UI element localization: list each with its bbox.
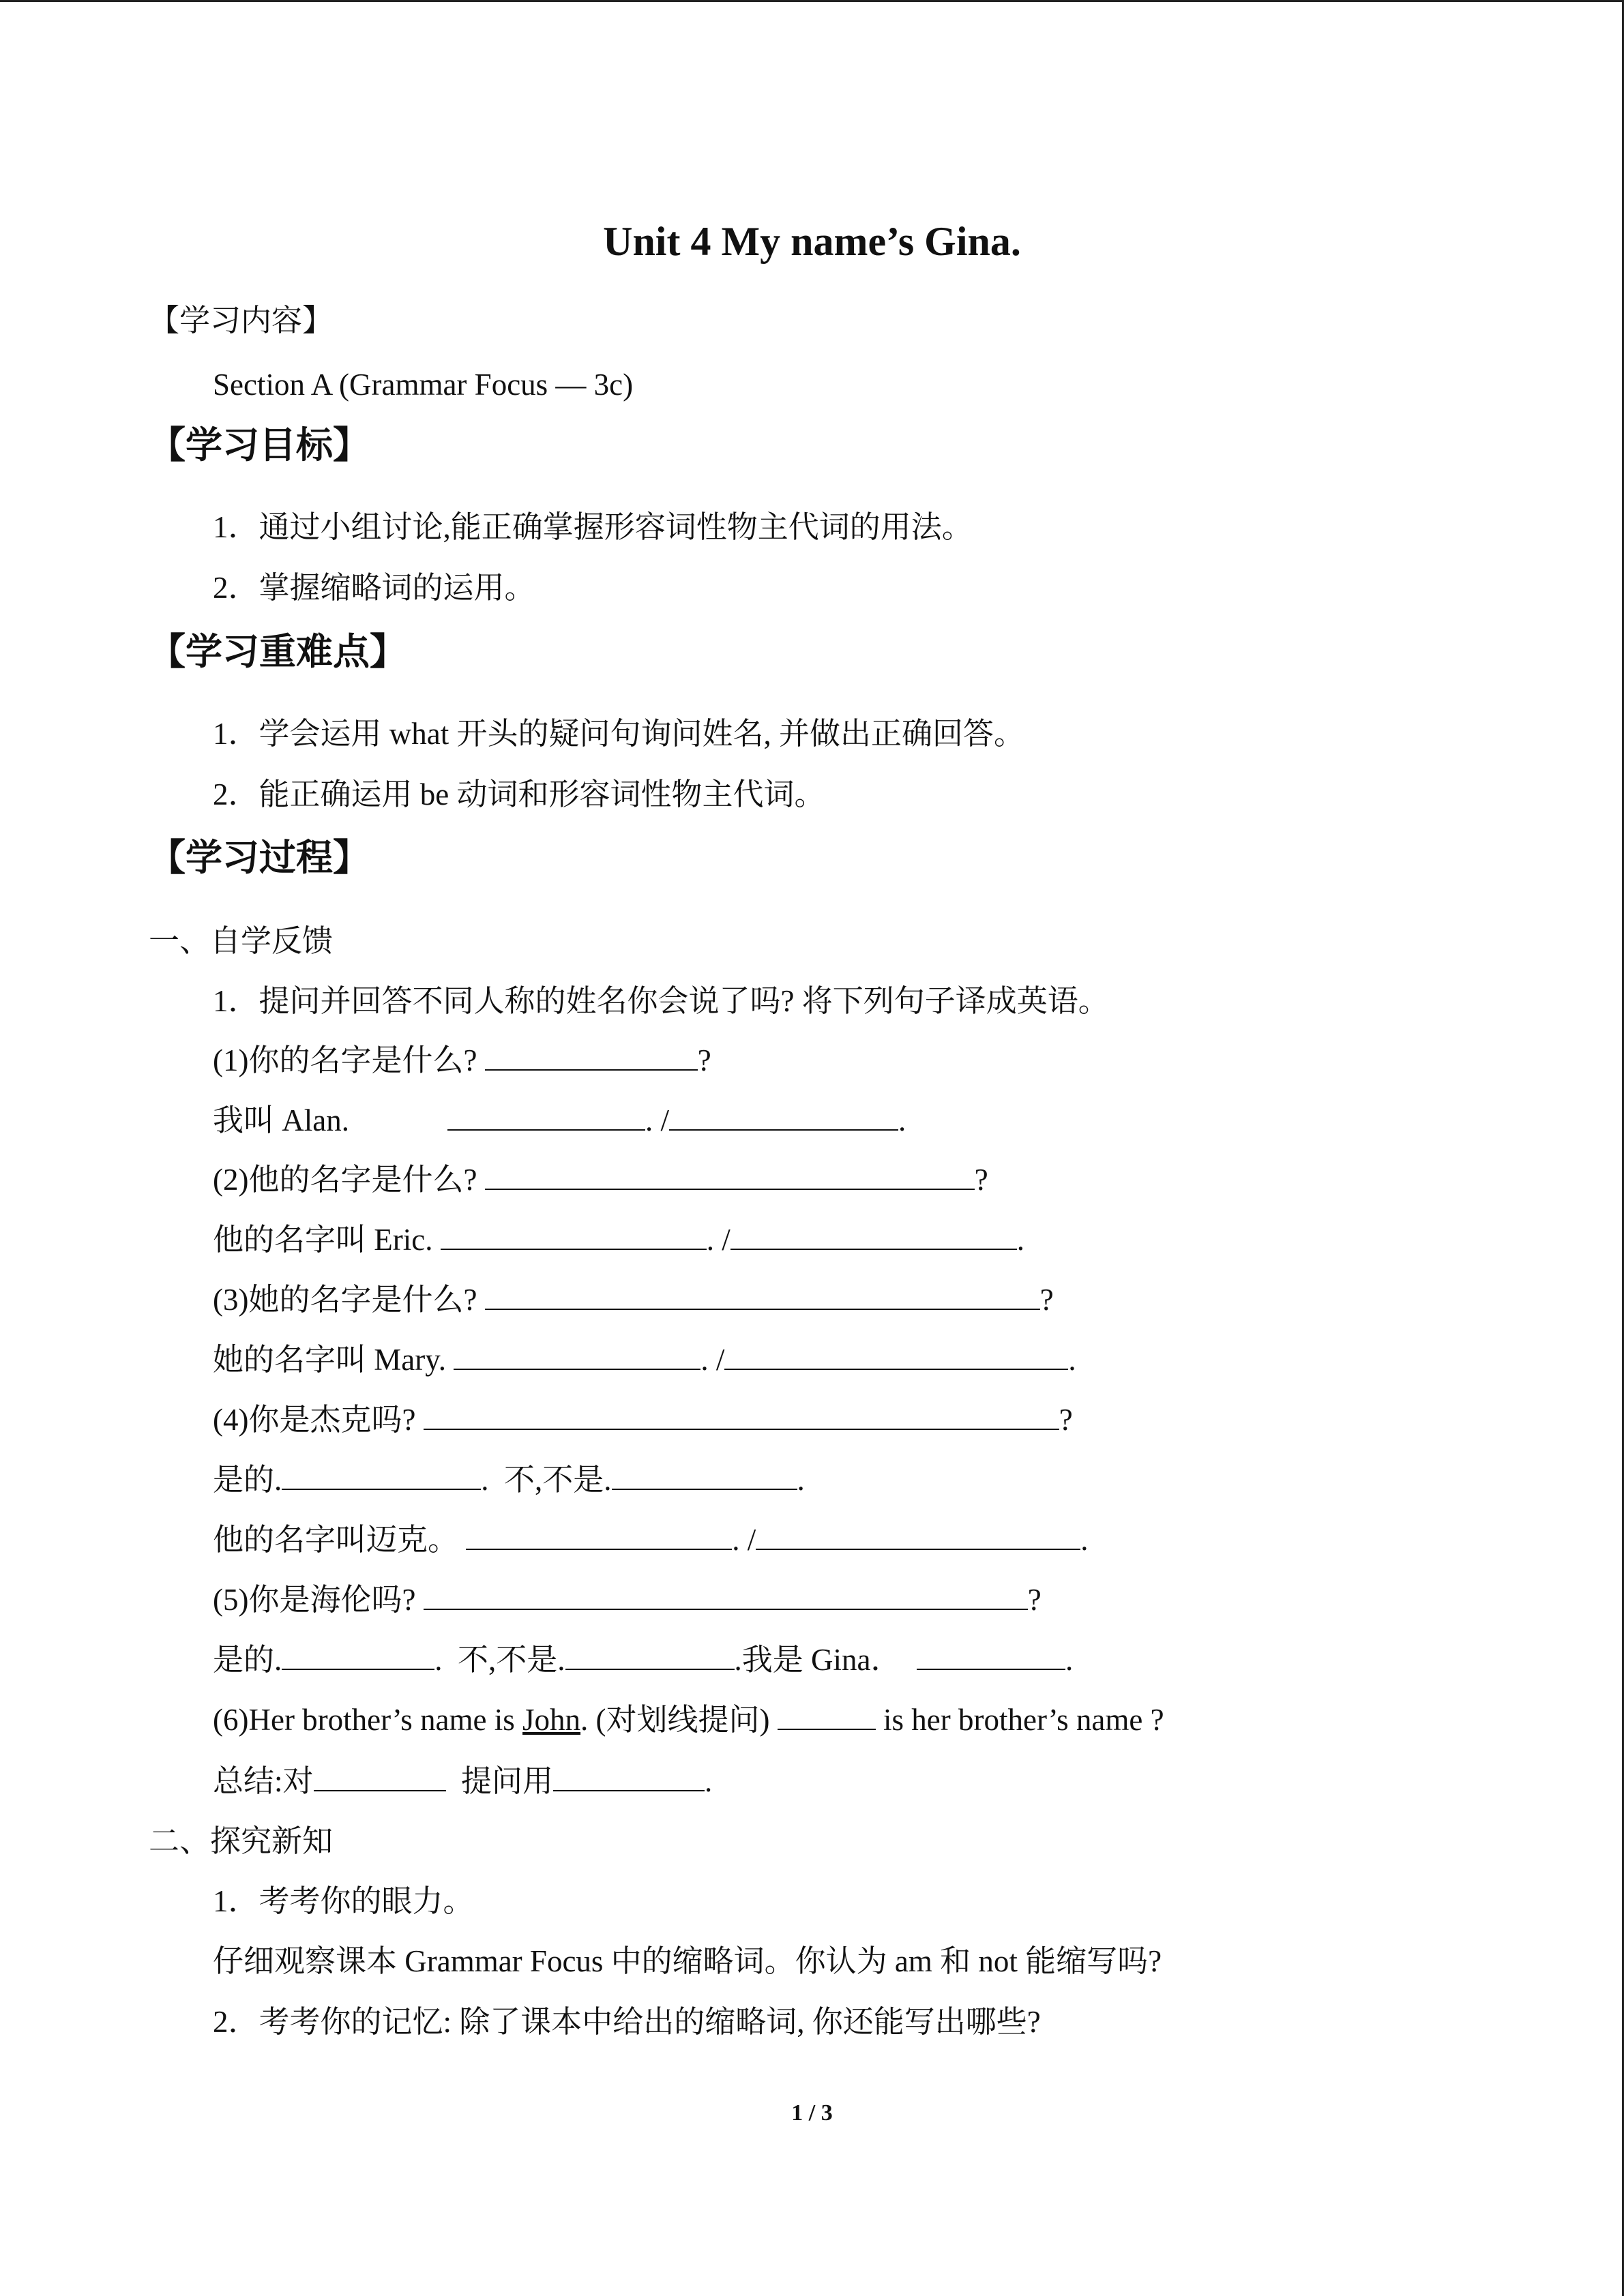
answer-blank[interactable] [424, 1401, 1059, 1430]
question-2-text: (2)他的名字是什么? [213, 1163, 477, 1197]
underlined-word: John [522, 1703, 581, 1737]
answer-blank[interactable] [441, 1221, 707, 1250]
no-text: 不,不是. [458, 1643, 565, 1677]
page-title: Unit 4 My name’s Gina. [603, 219, 1021, 264]
page-number: 1 / 3 [791, 2100, 833, 2126]
question-6-middle: . (对划线提问) [580, 1703, 770, 1737]
part2-item-1: 1．考考你的眼力。 [213, 1884, 474, 1918]
answer-blank[interactable] [756, 1521, 1080, 1550]
content-heading: 【学习内容】 [149, 303, 334, 338]
part1-instruction: 1．提问并回答不同人称的姓名你会说了吗? 将下列句子译成英语。 [213, 984, 1109, 1018]
answer-blank[interactable] [565, 1641, 735, 1670]
answer-blank[interactable] [424, 1581, 1028, 1610]
part2-item-1-text: 仔细观察课本 Grammar Focus 中的缩略词。你认为 am 和 not 能缩写吗? [213, 1944, 1162, 1978]
question-3-text: (3)她的名字是什么? [213, 1283, 477, 1317]
answer-3-text: 她的名字叫 Mary. [213, 1343, 447, 1377]
question-6-end: is her brother’s name ? [883, 1703, 1164, 1737]
answer-blank[interactable] [778, 1701, 876, 1730]
answer-blank[interactable] [724, 1341, 1068, 1370]
question-1: (1)你的名字是什么? ? [213, 1043, 711, 1077]
answer-4b-text: 他的名字叫迈克。 [213, 1523, 459, 1557]
answer-blank[interactable] [485, 1161, 975, 1190]
answer-blank[interactable] [454, 1341, 700, 1370]
summary-b: 提问用 [461, 1764, 554, 1798]
question-6 [213, 1701, 1164, 1739]
answer-2-text: 他的名字叫 Eric. [213, 1223, 433, 1257]
answer-blank[interactable] [917, 1641, 1065, 1670]
question-3: (3)她的名字是什么? ? [213, 1283, 1054, 1317]
yes-text: 是的. [213, 1463, 282, 1497]
answer-5: 是的. . 不,不是. .我是 Gina． . [213, 1643, 1074, 1677]
question-1-text: (1)你的名字是什么? [213, 1043, 477, 1077]
answer-1-text: 我叫 Alan. [213, 1103, 349, 1137]
summary: 总结:对 提问用 . [213, 1764, 713, 1798]
question-4-text: (4)你是杰克吗? [213, 1403, 416, 1437]
goal-item: 2．掌握缩略词的运用。 [213, 571, 535, 605]
answer-blank[interactable] [314, 1763, 446, 1791]
question-4: (4)你是杰克吗? ? [213, 1403, 1073, 1437]
answer-blank[interactable] [485, 1281, 1040, 1310]
answer-blank[interactable] [553, 1763, 705, 1791]
question-2: (2)他的名字是什么? ? [213, 1163, 988, 1197]
content-text: Section A (Grammar Focus — 3c) [213, 368, 634, 402]
answer-blank[interactable] [485, 1042, 698, 1071]
answer-blank[interactable] [282, 1461, 481, 1490]
goal-item: 1．通过小组讨论,能正确掌握形容词性物主代词的用法。 [213, 510, 973, 544]
answer-4b: 他的名字叫迈克。 . / . [213, 1523, 1089, 1557]
goals-heading: 【学习目标】 [149, 425, 370, 466]
answer-blank[interactable] [730, 1221, 1017, 1250]
summary-a: 总结:对 [213, 1764, 314, 1798]
answer-2: 他的名字叫 Eric. . / . [213, 1223, 1024, 1257]
question-5: (5)你是海伦吗? ? [213, 1583, 1042, 1617]
yes-text: 是的. [213, 1643, 282, 1677]
question-6-start: (6)Her brother’s name is [213, 1703, 523, 1737]
answer-4: 是的. . 不,不是. . [213, 1463, 805, 1497]
part2-item-2: 2．考考你的记忆: 除了课本中给出的缩略词, 你还能写出哪些? [213, 2005, 1041, 2039]
answer-blank[interactable] [282, 1641, 434, 1670]
answer-1: 我叫 Alan. . / . [213, 1103, 906, 1137]
process-heading: 【学习过程】 [149, 837, 370, 878]
answer-3: 她的名字叫 Mary. . / . [213, 1343, 1076, 1377]
answer-blank[interactable] [612, 1461, 797, 1490]
no-text: 不,不是. [504, 1463, 612, 1497]
question-5-text: (5)你是海伦吗? [213, 1583, 416, 1617]
top-border [0, 0, 1624, 2]
key-heading: 【学习重难点】 [149, 631, 407, 672]
answer-blank[interactable] [447, 1102, 645, 1131]
part1-heading: 一、自学反馈 [149, 924, 334, 958]
answer-blank[interactable] [466, 1521, 732, 1550]
part2-heading: 二、探究新知 [149, 1824, 334, 1858]
answer-blank[interactable] [669, 1102, 898, 1131]
i-am-gina-text: .我是 Gina． [734, 1643, 902, 1677]
key-point-item: 2．能正确运用 be 动词和形容词性物主代词。 [213, 777, 825, 811]
key-point-item: 1．学会运用 what 开头的疑问句询问姓名, 并做出正确回答。 [213, 717, 1024, 751]
